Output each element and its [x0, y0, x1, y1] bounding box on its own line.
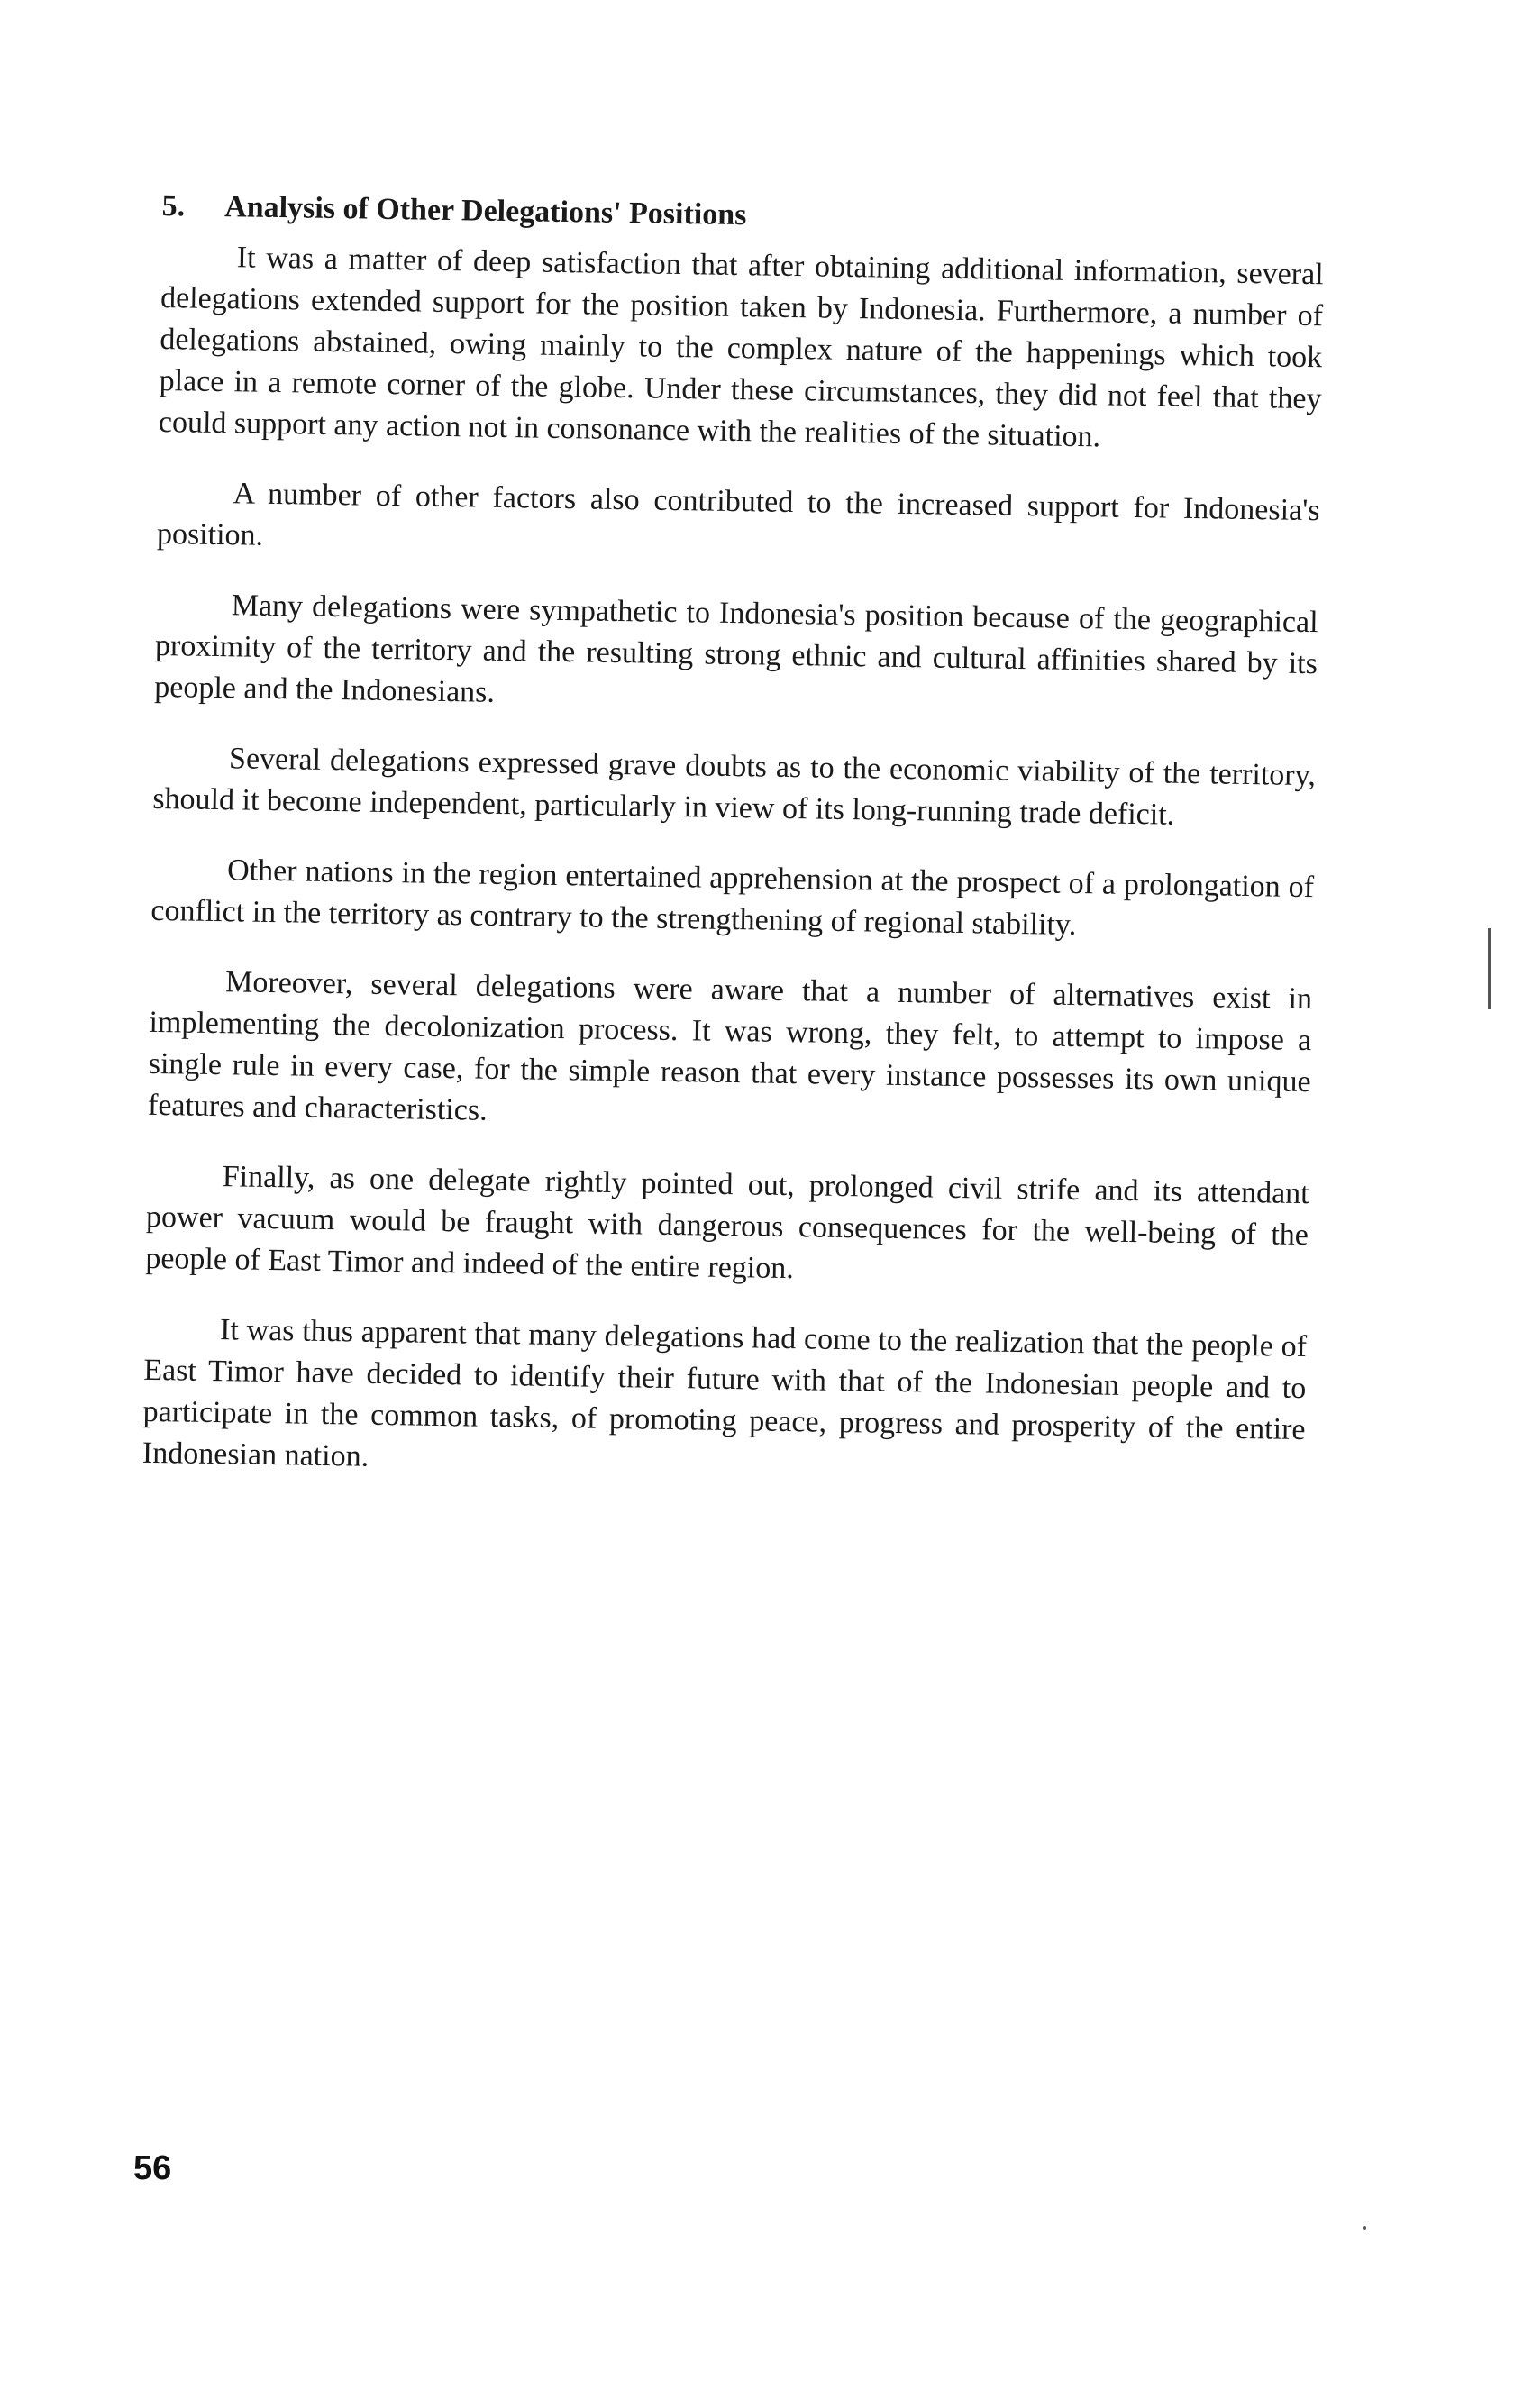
paragraph-2: A number of other factors also contributed to the increased support for Indonesia's position.: [156, 477, 1320, 552]
section-number: 5.: [161, 189, 186, 223]
paragraph-5: Other nations in the region entertained apprehension at the prospect of a prolongation of conflict in the territory as contrary to the strengthening of regional stability.: [150, 853, 1315, 943]
paragraph-3: Many delegations were sympathetic to Indonesia's position because of the geographical proximity of the territory and the resulting strong ethnic and cultural affinities shared by its people and the Indonesians.: [154, 588, 1318, 709]
paragraph-7: Finally, as one delegate rightly pointed out, prolonged civil strife and its attendant power vacuum would be fraught with dangerous consequences for the well-being of the people of East Timor and indeed of the entire region.: [145, 1160, 1309, 1286]
scan-dot-mark: [1363, 2226, 1366, 2230]
section-title: Analysis of Other Delegations' Positions: [223, 190, 747, 233]
paragraph-4: Several delegations expressed grave doubts as to the economic viability of the territory, should it become independent, particularly in view of its long-running trade deficit.: [152, 742, 1317, 832]
margin-scan-mark: [1488, 928, 1491, 1009]
page-number: 56: [133, 2149, 172, 2187]
paragraph-8: It was thus apparent that many delegations had come to the realization that the people of East Timor have decided to identify their future with that of the Indonesian people and to participate in the common tasks, of promoting peace, progress and prosperity of the entire Indonesian nation.: [141, 1313, 1308, 1473]
page-body: [141, 189, 1325, 1521]
paragraph-1: It was a matter of deep satisfaction that after obtaining additional information, several delegations extended support for the position taken by Indonesia. Furthermore, a number of delegations abstained, owing mainly to the complex nature of the happenings which took place in a remote corner of the globe. Under these circumstances, they did not feel that they could support any action not in consonance with the realities of the situation.: [158, 241, 1324, 454]
section-heading: [161, 189, 1324, 242]
paragraph-6: Moreover, several delegations were aware that a number of alternatives exist in implementing the decolonization process. It was wrong, they felt, to attempt to impose a single rule in every case, for the simple reason that every instance possesses its own unique features and characteristics.: [147, 965, 1313, 1127]
